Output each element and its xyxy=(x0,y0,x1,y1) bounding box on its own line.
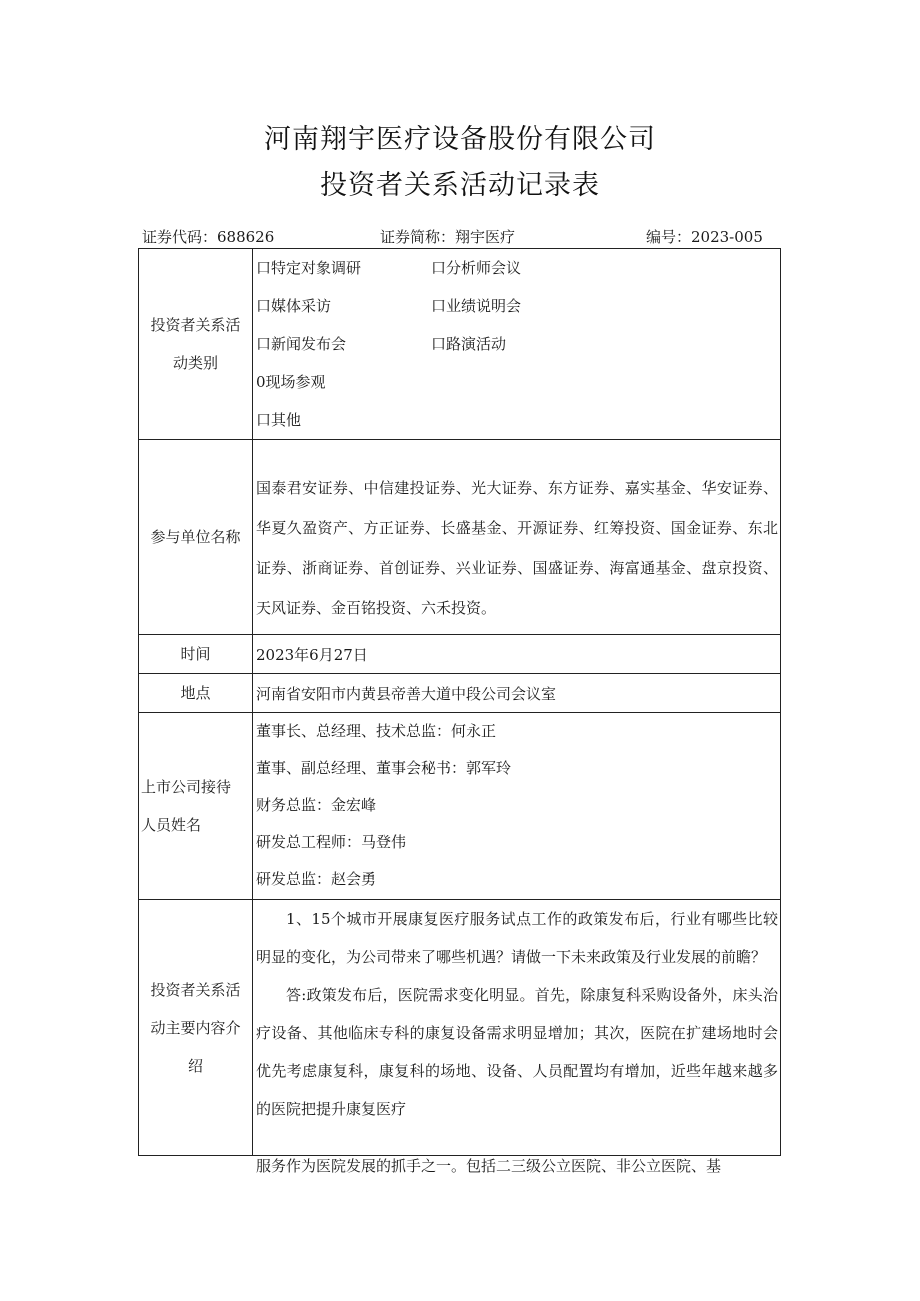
answer-paragraph: 答:政策发布后，医院需求变化明显。首先，除康复科采购设备外，床头治疗设备、其他临床专科的康复设备需求明显增加；其次，医院在扩建场地时会优先考虑康复科，康复科的场地、设备、人员配置均有增加，近些年越来越多的医院把提升康复医疗 xyxy=(256,986,778,1118)
activity-type-label: 投资者关系活 动类别 xyxy=(139,249,253,440)
reception-person: 研发总工程师：马登伟 xyxy=(256,833,407,851)
reception-label: 上市公司接待 人员姓名 xyxy=(139,713,253,900)
security-code: 证券代码：688626 xyxy=(142,228,275,246)
location-value: 河南省安阳市内黄县帝善大道中段公司会议室 xyxy=(253,674,781,713)
row-location xyxy=(139,674,781,713)
row-activity-type xyxy=(139,249,781,440)
time-label: 时间 xyxy=(139,635,253,674)
option-specific-research: 口特定对象调研 xyxy=(256,259,362,277)
reception-person: 董事长、总经理、技术总监：何永正 xyxy=(256,722,497,740)
location-label: 地点 xyxy=(139,674,253,713)
option-site-visit: 0现场参观 xyxy=(256,373,326,391)
document-title: 河南翔宇医疗设备股份有限公司 xyxy=(264,124,656,155)
option-earnings-briefing: 口业绩说明会 xyxy=(431,297,522,315)
activity-record-table xyxy=(138,248,781,1156)
security-short-name: 证券简称：翔宇医疗 xyxy=(380,228,516,246)
time-value: 2023年6月27日 xyxy=(253,635,781,674)
activity-type-options xyxy=(253,249,781,440)
option-media-interview: 口媒体采访 xyxy=(256,297,332,315)
participants-value xyxy=(253,440,781,635)
row-main-content xyxy=(139,900,781,1156)
reception-person: 董事、副总经理、董事会秘书：郭军玲 xyxy=(256,759,512,777)
reception-person: 研发总监：赵会勇 xyxy=(256,870,377,888)
option-row xyxy=(256,249,780,287)
option-roadshow: 口路演活动 xyxy=(431,335,507,353)
option-press-conference: 口新闻发布会 xyxy=(256,335,347,353)
reception-people xyxy=(253,713,781,900)
participants-label: 参与单位名称 xyxy=(139,440,253,635)
content-body xyxy=(253,900,781,1156)
row-time xyxy=(139,635,781,674)
question-paragraph: 1、15个城市开展康复医疗服务试点工作的政策发布后，行业有哪些比较明显的变化，为公司带来了哪些机遇？请做一下未来政策及行业发展的前瞻？ xyxy=(256,910,778,966)
continuation-text: 服务作为医院发展的抓手之一。包括二三级公立医院、非公立医院、基 xyxy=(256,1157,722,1175)
option-analyst-meeting: 口分析师会议 xyxy=(431,259,522,277)
row-reception xyxy=(139,713,781,900)
option-row xyxy=(256,325,780,363)
content-label: 投资者关系活 动主要内容介 绍 xyxy=(139,900,253,1156)
row-participants xyxy=(139,440,781,635)
document-subtitle: 投资者关系活动记录表 xyxy=(320,170,600,201)
option-row xyxy=(256,287,780,325)
reception-person: 财务总监：金宏峰 xyxy=(256,796,377,814)
participants-text: 国泰君安证券、中信建投证券、光大证券、东方证券、嘉实基金、华安证券、华夏久盈资产、方正证券、长盛基金、开源证券、红筹投资、国金证券、东北证券、浙商证券、首创证券、兴业证券、国盛证券、海富通基金、盘京投资、天风证券、金百铭投资、六禾投资。 xyxy=(256,479,778,617)
record-serial-number: 编号：2023-005 xyxy=(646,228,763,246)
option-other: 口其他 xyxy=(256,411,302,429)
